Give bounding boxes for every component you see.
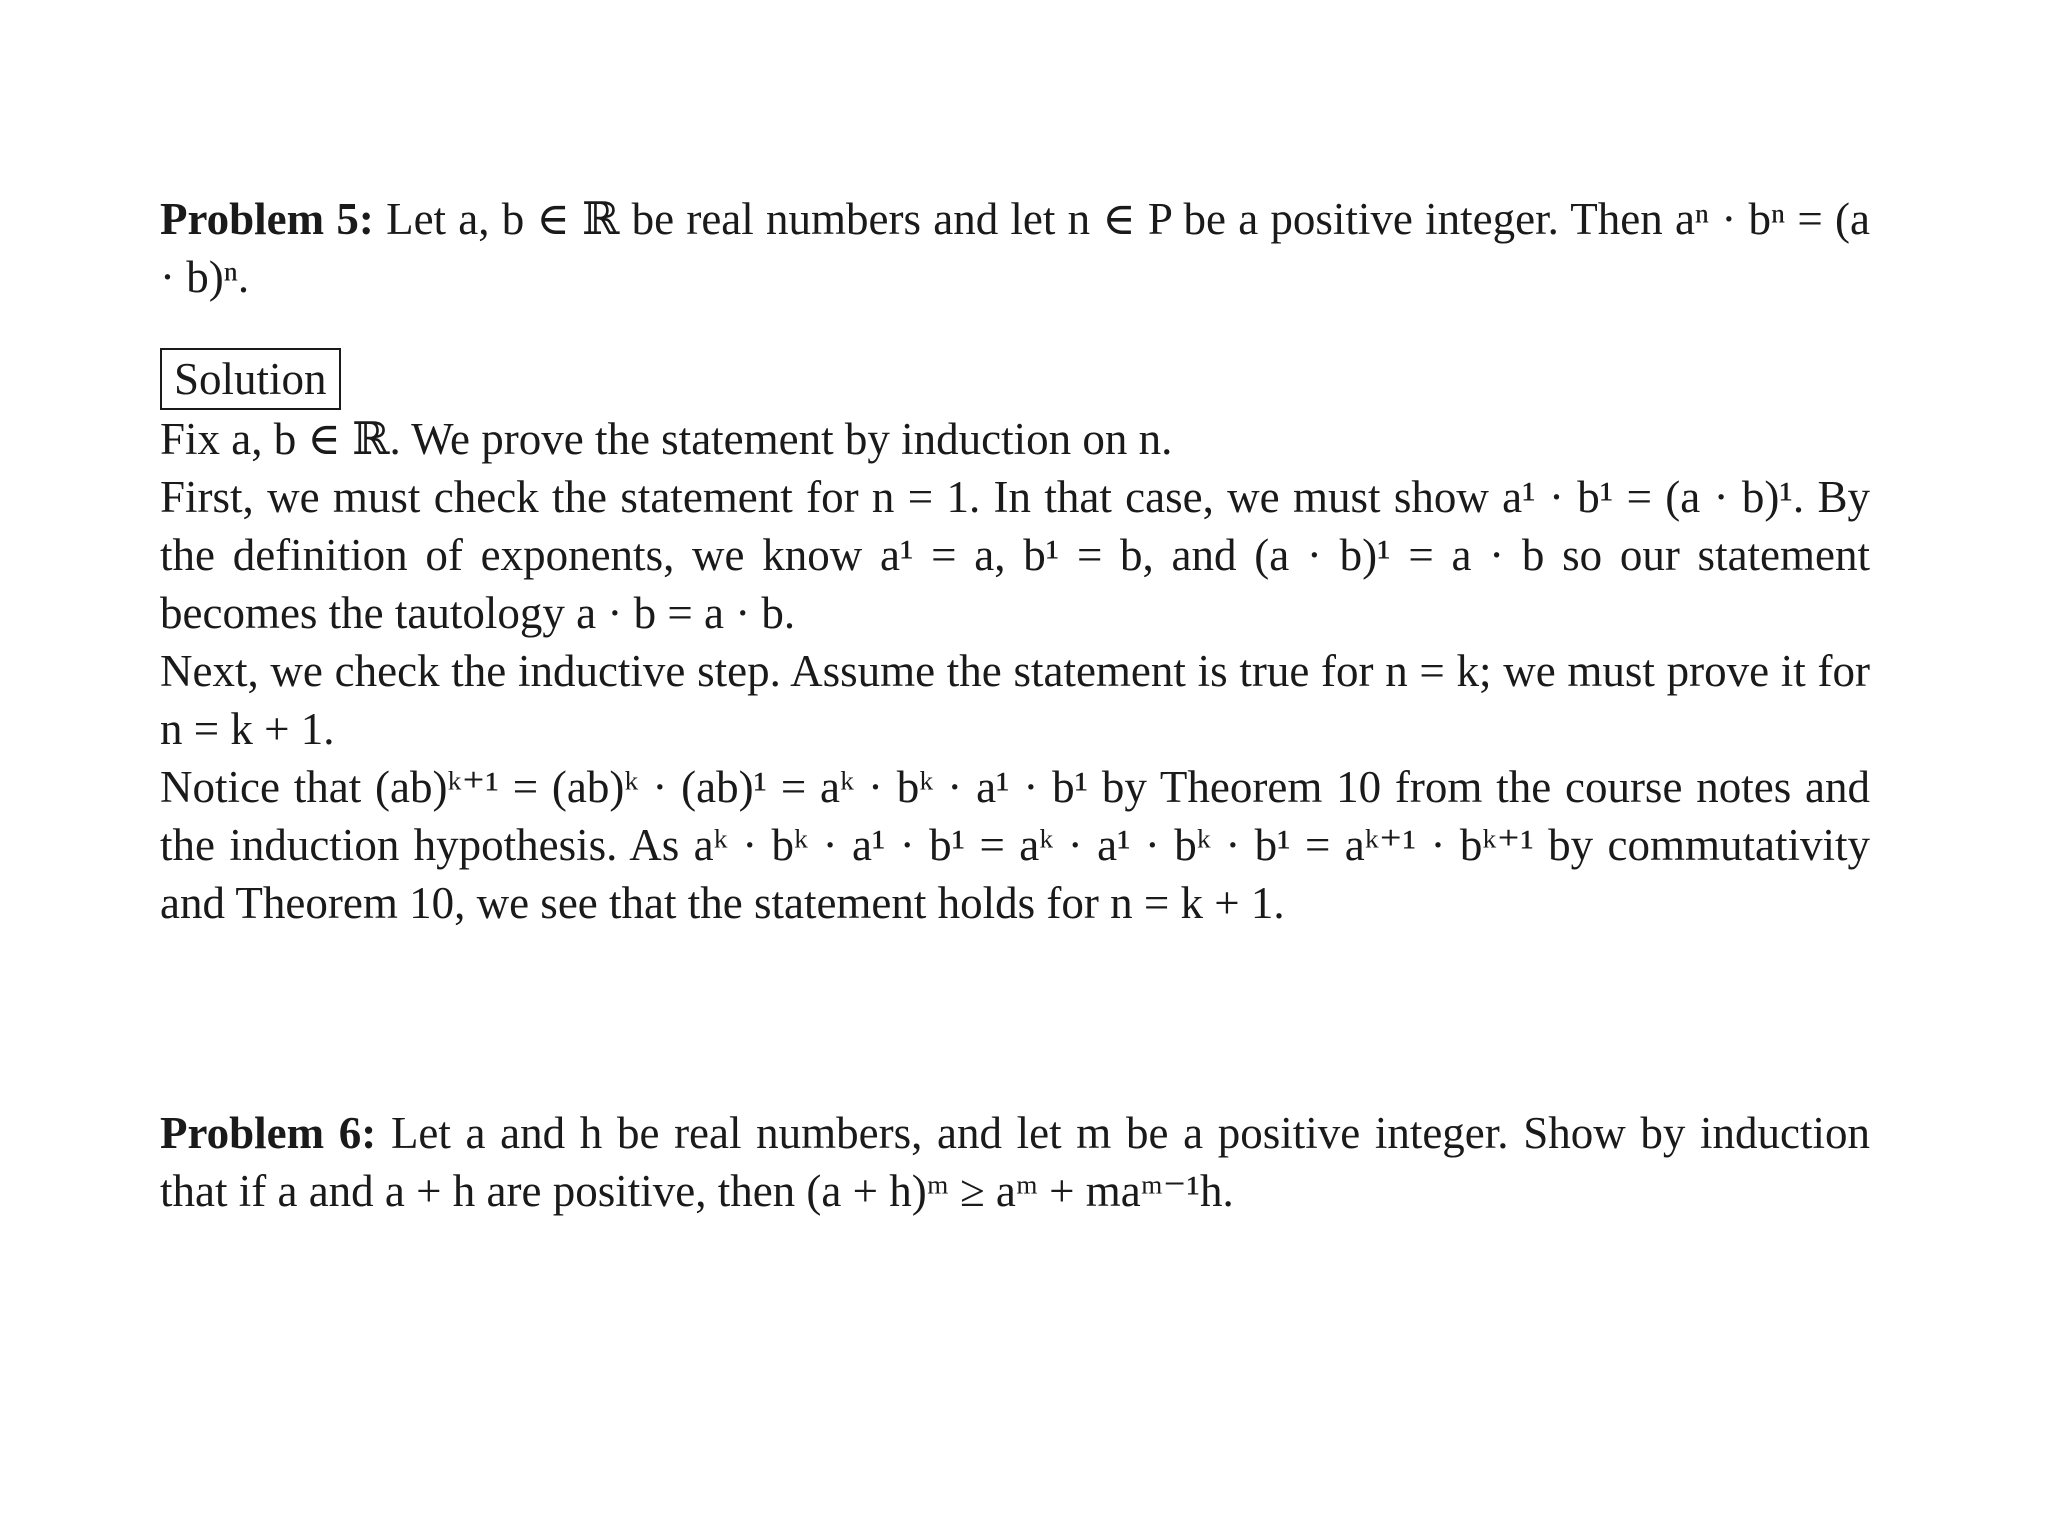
solution-line-2: First, we must check the statement for n = 1. In that case, we must show a¹ · b¹ = (a · b)¹. By the definition of exponents, we know a¹ = a, b¹ = b, and (a · b)¹ = a · b so our statement becomes the tautology a · b = a · b.: [160, 472, 1870, 638]
problem-5: [160, 190, 1870, 306]
solution-label-box: [160, 348, 341, 410]
problem-5-label: Problem 5:: [160, 194, 374, 244]
problem-6-label: Problem 6:: [160, 1108, 377, 1158]
problem-6: [160, 1104, 1870, 1220]
solution-line-4: Notice that (ab)ᵏ⁺¹ = (ab)ᵏ · (ab)¹ = aᵏ · bᵏ · a¹ · b¹ by Theorem 10 from the course notes and the induction hypothesis. As aᵏ · bᵏ · a¹ · b¹ = aᵏ · a¹ · bᵏ · b¹ = aᵏ⁺¹ · bᵏ⁺¹ by commutativity and Theorem 10, we see that the statement holds for n = k + 1.: [160, 762, 1870, 928]
solution-line-1: Fix a, b ∈ ℝ. We prove the statement by induction on n.: [160, 414, 1173, 464]
document-page: [160, 190, 1870, 1220]
problem-5-statement: Let a, b ∈ ℝ be real numbers and let n ∈ P be a positive integer. Then aⁿ · bⁿ = (a · b)ⁿ.: [160, 194, 1871, 302]
problem-6-statement: Let a and h be real numbers, and let m be a positive integer. Show by induction that if a and a + h are positive, then (a + h)ᵐ ≥ aᵐ + maᵐ⁻¹h.: [160, 1108, 1870, 1216]
solution-label: Solution: [174, 354, 327, 404]
solution-line-3: Next, we check the inductive step. Assume the statement is true for n = k; we must prove it for n = k + 1.: [160, 646, 1870, 754]
